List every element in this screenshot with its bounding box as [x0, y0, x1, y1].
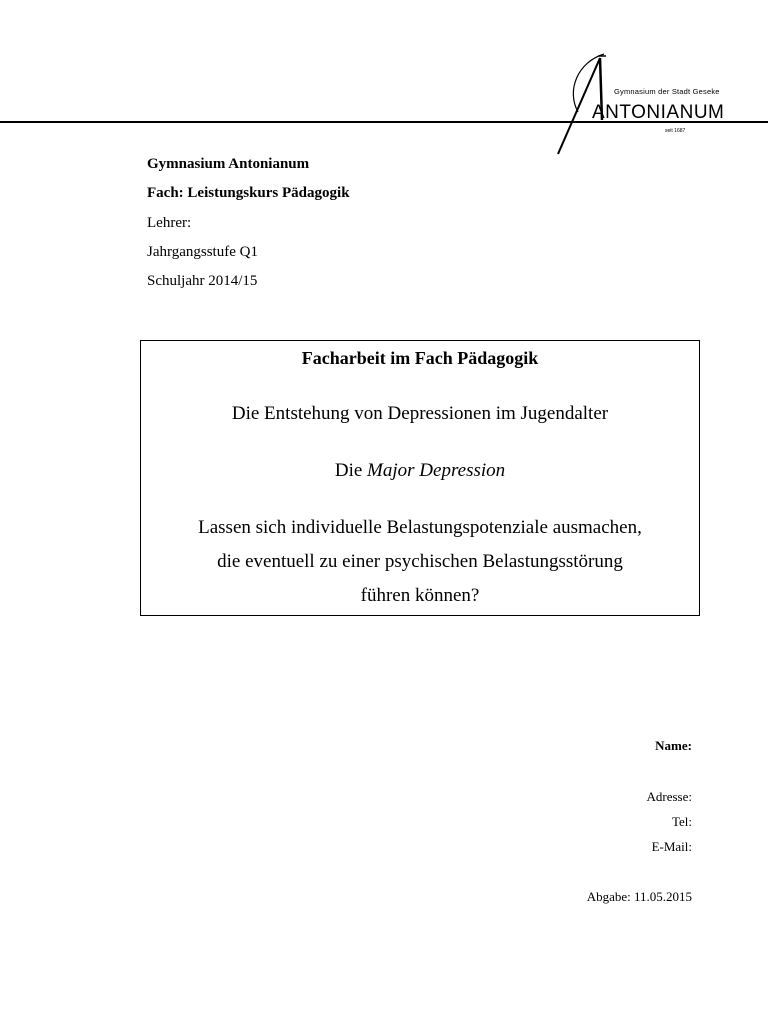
- submission-date: Abgabe: 11.05.2015: [586, 889, 692, 904]
- question-line-2: die eventuell zu einer psychischen Belastungsstörung: [217, 551, 623, 572]
- phone-label: Tel:: [671, 814, 692, 829]
- school-info-block: [147, 152, 350, 298]
- question-line-3: führen können?: [360, 585, 480, 606]
- question-line-1: Lassen sich individuelle Belastungspotenziale ausmachen,: [198, 517, 642, 538]
- school-year-line: Schuljahr 2014/15: [147, 273, 258, 290]
- name-label: Name:: [655, 738, 692, 753]
- school-logo: [548, 50, 738, 155]
- document-heading: Facharbeit im Fach Pädagogik: [301, 348, 539, 368]
- address-label: Adresse:: [646, 789, 692, 804]
- document-subtopic: [141, 457, 699, 485]
- research-question: [141, 511, 699, 613]
- document-topic: Die Entstehung von Depressionen im Jugendalter: [231, 403, 609, 424]
- subtopic-prefix: Die: [334, 460, 368, 481]
- subject-line: Fach: Leistungskurs Pädagogik: [147, 185, 350, 202]
- logo-subtitle: Gymnasium der Stadt Geseke: [614, 87, 720, 96]
- school-name: Gymnasium Antonianum: [147, 156, 310, 172]
- teacher-line: Lehrer:: [147, 214, 192, 231]
- title-box: [140, 340, 700, 616]
- logo-since: seit 1687: [665, 128, 686, 134]
- grade-line: Jahrgangsstufe Q1: [147, 243, 258, 260]
- logo-name: ANTONIANUM: [592, 102, 725, 123]
- email-label: E-Mail:: [651, 839, 692, 854]
- subtopic-italic: Major Depression: [367, 460, 506, 481]
